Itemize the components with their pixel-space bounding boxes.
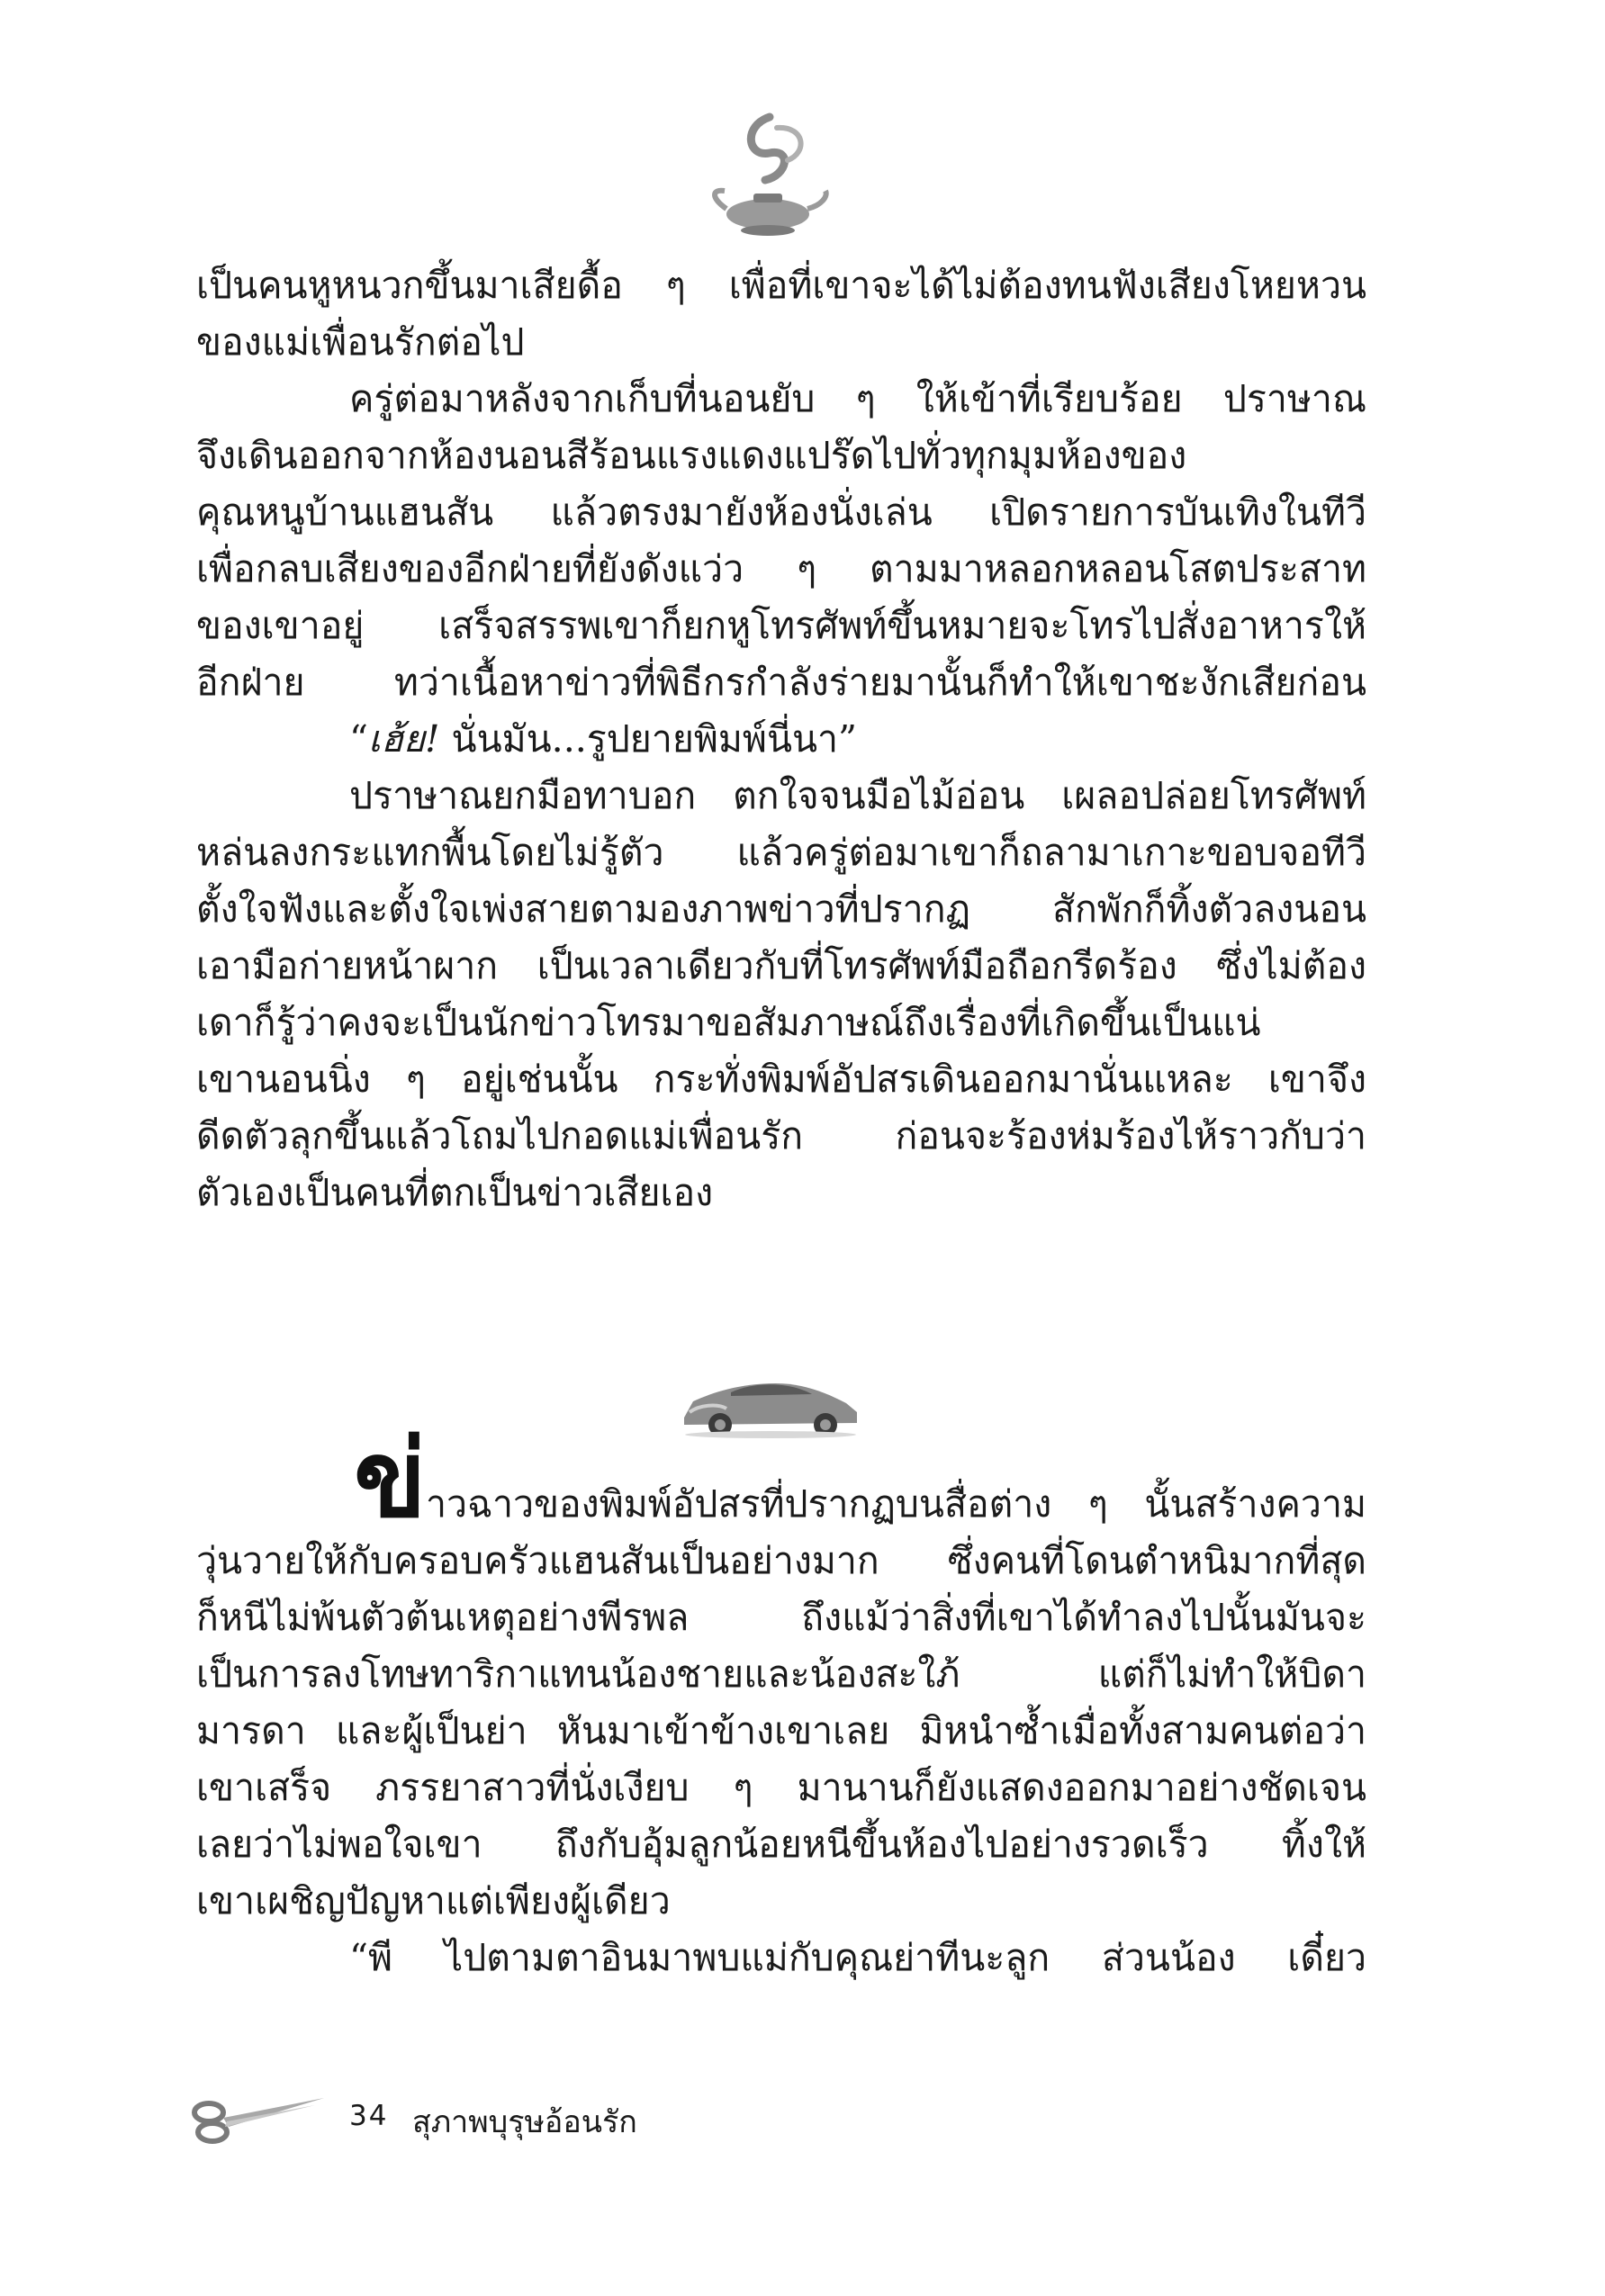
text-line: เขานอนนิ่ง ๆ อยู่เช่นนั้น กระทั่งพิมพ์อัปสรเดินออกมานั่นแหละ เขาจึง bbox=[196, 1058, 1366, 1101]
text-line: ตั้งใจฟังและตั้งใจเพ่งสายตามองภาพข่าวที่ปรากฏ สักพักก็ทิ้งตัวลงนอน bbox=[196, 887, 1366, 931]
page-number: 34 bbox=[349, 2100, 389, 2132]
text-line: จึงเดินออกจากห้องนอนสีร้อนแรงแดงแปร๊ดไปทั่วทุกมุมห้องของ bbox=[196, 434, 1187, 477]
text-line: หล่นลงกระแทกพื้นโดยไม่รู้ตัว แล้วครู่ต่อมาเขาก็ถลามาเกาะขอบจอทีวี bbox=[196, 831, 1366, 874]
dialogue-line: “พี ไปตามตาอินมาพบแม่กับคุณย่าทีนะลูก ส่วนน้อง เดี๋ยว bbox=[349, 1936, 1366, 1979]
text-line: ของแม่เพื่อนรักต่อไป bbox=[196, 320, 525, 364]
dialogue-line bbox=[196, 711, 1366, 768]
car-illustration-icon bbox=[677, 1373, 864, 1439]
quote-rest: นั่นมัน...รูปยายพิมพ์นี่นา” bbox=[439, 717, 857, 761]
exclamation-text: เฮ้ย! bbox=[367, 717, 440, 761]
text-line: เอามือก่ายหน้าผาก เป็นเวลาเดียวกับที่โทรศัพท์มือถือกรีดร้อง ซึ่งไม่ต้อง bbox=[196, 944, 1366, 987]
quote-open: “ bbox=[349, 717, 368, 761]
drop-cap: ข่ bbox=[354, 1417, 427, 1541]
text-line: ของเขาอยู่ เสร็จสรรพเขาก็ยกหูโทรศัพท์ขึ้นหมายจะโทรไปสั่งอาหารให้ bbox=[196, 604, 1366, 647]
text-line: เดาก็รู้ว่าคงจะเป็นนักข่าวโทรมาขอสัมภาษณ์ถึงเรื่องที่เกิดขึ้นเป็นแน่ bbox=[196, 1001, 1261, 1044]
body-text-top bbox=[196, 257, 1366, 1221]
text-line: เขาเสร็จ ภรรยาสาวที่นั่งเงียบ ๆ มานานก็ยังแสดงออกมาอย่างชัดเจน bbox=[196, 1766, 1366, 1809]
book-title: สุภาพบุรุษอ้อนรัก bbox=[412, 2104, 637, 2140]
text-line: วุ่นวายให้กับครอบครัวแฮนสันเป็นอย่างมาก ซึ่งคนที่โดนตำหนิมากที่สุด bbox=[196, 1539, 1366, 1582]
text-line: ตัวเองเป็นคนที่ตกเป็นข่าวเสียเอง bbox=[196, 1171, 714, 1214]
text-line: ดีดตัวลุกขึ้นแล้วโถมไปกอดแม่เพื่อนรัก ก่อนจะร้องห่มร้องไห้ราวกับว่า bbox=[196, 1114, 1366, 1157]
text-line: เป็นคนหูหนวกขึ้นมาเสียดื้อ ๆ เพื่อที่เขาจะได้ไม่ต้องทนฟังเสียงโหยหวน bbox=[196, 264, 1366, 307]
text-line: ปราษาณยกมือทาบอก ตกใจจนมือไม้อ่อน เผลอปล่อยโทรศัพท์ bbox=[349, 774, 1366, 817]
scissors-icon bbox=[189, 2093, 333, 2147]
text-line: เลยว่าไม่พอใจเขา ถึงกับอุ้มลูกน้อยหนีขึ้นห้องไปอย่างรวดเร็ว ทิ้งให้ bbox=[196, 1823, 1366, 1866]
text-line: เป็นการลงโทษทาริกาแทนน้องชายและน้องสะใภ้ แต่ก็ไม่ทำให้บิดา bbox=[196, 1652, 1366, 1696]
page-footer bbox=[189, 2093, 729, 2147]
text-line: เพื่อกลบเสียงของอีกฝ่ายที่ยังดังแว่ว ๆ ตามมาหลอกหลอนโสตประสาท bbox=[196, 547, 1366, 590]
body-text-bottom bbox=[196, 1417, 1366, 1986]
text-line: ครู่ต่อมาหลังจากเก็บที่นอนยับ ๆ ให้เข้าที่เรียบร้อย ปราษาณ bbox=[349, 377, 1366, 420]
text-line: เขาเผชิญปัญหาแต่เพียงผู้เดียว bbox=[196, 1879, 671, 1922]
text-line: มารดา และผู้เป็นย่า หันมาเข้าข้างเขาเลย มิหนำซ้ำเมื่อทั้งสามคนต่อว่า bbox=[196, 1709, 1366, 1752]
text-line: าวฉาวของพิมพ์อัปสรที่ปรากฏบนสื่อต่าง ๆ นั้นสร้างความ bbox=[426, 1482, 1366, 1526]
lamp-ornament-icon bbox=[707, 108, 833, 243]
dropcap-paragraph-start bbox=[196, 1417, 1366, 1541]
text-line: คุณหนูบ้านแฮนสัน แล้วตรงมายังห้องนั่งเล่น เปิดรายการบันเทิงในทีวี bbox=[196, 491, 1366, 534]
text-line: อีกฝ่าย ทว่าเนื้อหาข่าวที่พิธีกรกำลังร่ายมานั้นก็ทำให้เขาชะงักเสียก่อน bbox=[196, 661, 1366, 704]
text-line: ก็หนีไม่พ้นตัวต้นเหตุอย่างพีรพล ถึงแม้ว่าสิ่งที่เขาได้ทำลงไปนั้นมันจะ bbox=[196, 1596, 1366, 1639]
